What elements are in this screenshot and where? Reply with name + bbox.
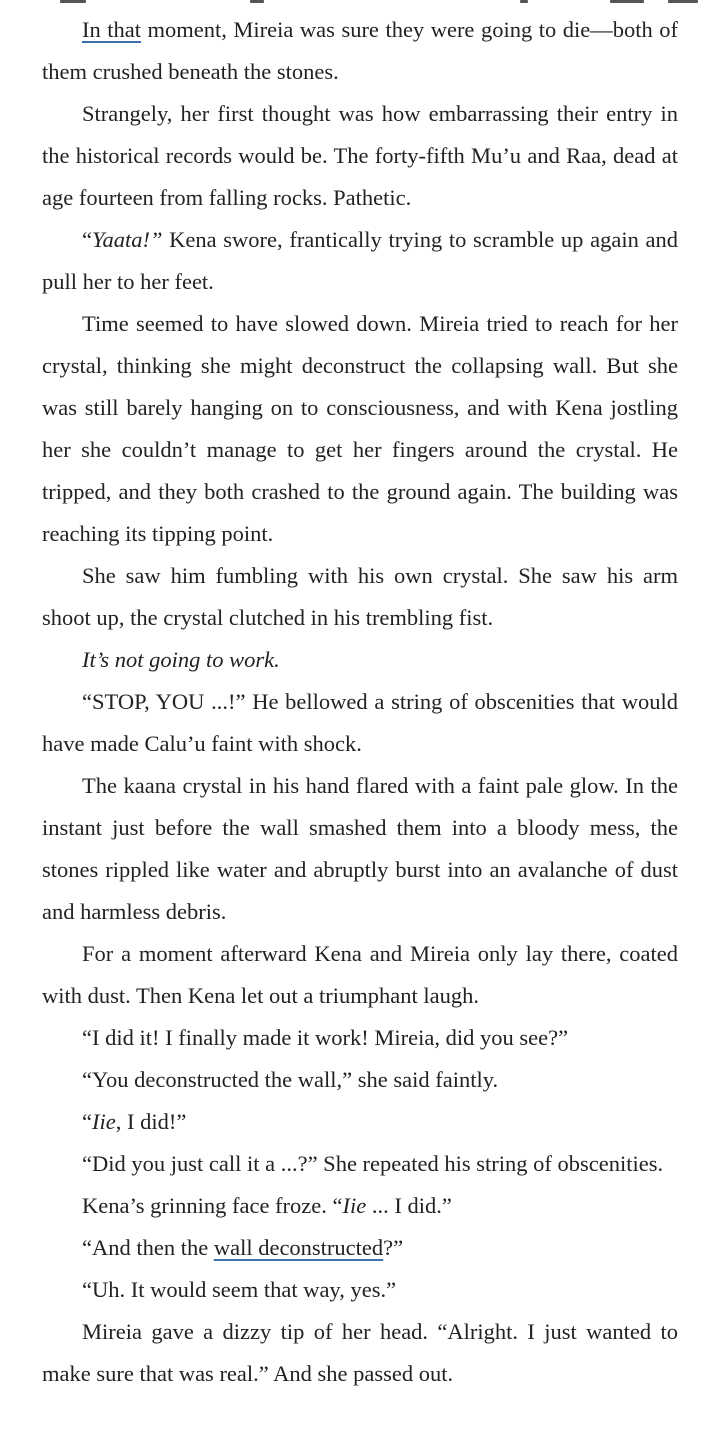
previous-page-edge <box>0 0 720 4</box>
paragraph <box>42 1059 678 1101</box>
text-run: For a moment afterward Kena and Mireia only lay there, coated with dust. Then Kena let out a triumphant laugh. <box>42 941 678 1008</box>
text-run: “I did it! I finally made it work! Mireia, did you see?” <box>82 1025 569 1050</box>
paragraph <box>42 1017 678 1059</box>
italic-text: It’s not going to work. <box>82 647 280 672</box>
paragraph <box>42 555 678 639</box>
paragraph <box>42 9 678 93</box>
text-run: ... I did.” <box>366 1193 452 1218</box>
text-run: Kena swore, frantically trying to scramble up again and pull her to her feet. <box>42 227 678 294</box>
paragraph <box>42 681 678 765</box>
italic-text: Iie <box>92 1109 116 1134</box>
text-run: Time seemed to have slowed down. Mireia tried to reach for her crystal, thinking she might deconstruct the collapsing wall. But she was still barely hanging on to consciousness, and with Kena jostling her she couldn’t manage to get her fingers around the crystal. He tripped, and they both crashed to the ground again. The building was reaching its tipping point. <box>42 311 678 546</box>
text-run: “ <box>82 1109 92 1134</box>
text-run: Mireia gave a dizzy tip of her head. “Alright. I just wanted to make sure that was real.” And she passed out. <box>42 1319 678 1386</box>
text-run: “Did you just call it a ...?” She repeated his string of obscenities. <box>82 1151 664 1176</box>
highlighted-text[interactable]: In that <box>82 17 142 42</box>
paragraph <box>42 93 678 219</box>
paragraph <box>42 303 678 555</box>
italic-text: Yaata!” <box>92 227 163 252</box>
text-run: “ <box>82 227 92 252</box>
paragraph <box>42 1269 678 1311</box>
text-run: “And then the <box>82 1235 214 1260</box>
paragraph <box>42 933 678 1017</box>
paragraph <box>42 219 678 303</box>
story-text <box>42 9 678 1395</box>
text-run: The kaana crystal in his hand flared with a faint pale glow. In the instant just before the wall smashed them into a bloody mess, the stones rippled like water and abruptly burst into an avalanche of dust and harmless debris. <box>42 773 678 924</box>
text-run: Kena’s grinning face froze. “ <box>82 1193 343 1218</box>
paragraph <box>42 1143 678 1185</box>
paragraph <box>42 1311 678 1395</box>
text-run: , I did!” <box>115 1109 187 1134</box>
text-run: ?” <box>383 1235 404 1260</box>
italic-text: Iie <box>342 1193 367 1218</box>
text-run: moment, Mireia was sure they were going to die—both of them crushed beneath the stones. <box>42 17 678 84</box>
text-run: “You deconstructed the wall,” she said faintly. <box>82 1067 499 1092</box>
text-run: Strangely, her first thought was how embarrassing their entry in the historical records would be. The forty-fifth Mu’u and Raa, dead at age fourteen from falling rocks. Pathetic. <box>42 101 678 210</box>
text-run: “Uh. It would seem that way, yes.” <box>82 1277 397 1302</box>
text-run: She saw him fumbling with his own crystal. She saw his arm shoot up, the crystal clutched in his trembling fist. <box>42 563 678 630</box>
paragraph <box>42 1185 678 1227</box>
book-page <box>42 9 678 1395</box>
paragraph <box>42 765 678 933</box>
paragraph <box>42 1227 678 1269</box>
text-run: “STOP, YOU ...!” He bellowed a string of obscenities that would have made Calu’u faint with shock. <box>42 689 678 756</box>
paragraph <box>42 1101 678 1143</box>
highlighted-text[interactable]: wall deconstructed <box>213 1235 384 1260</box>
paragraph <box>42 639 678 681</box>
